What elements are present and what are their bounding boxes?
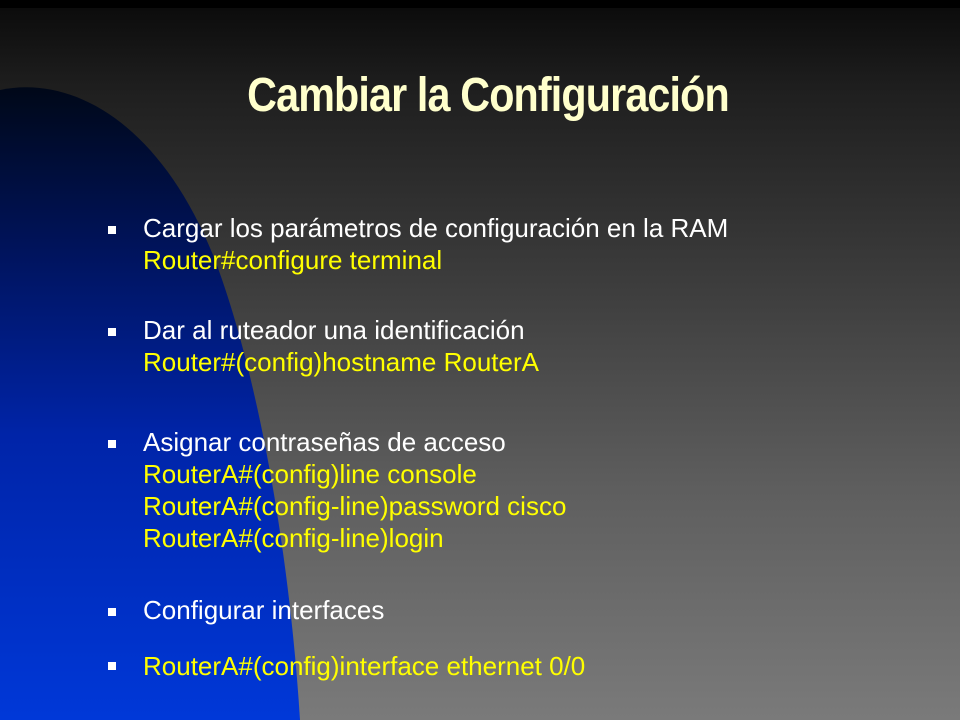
bullet-text: Cargar los parámetros de configuración en la RAM <box>143 213 729 243</box>
bullet-list <box>108 212 928 682</box>
square-bullet-icon <box>108 662 116 670</box>
square-bullet-icon <box>108 608 116 616</box>
square-bullet-icon <box>108 440 116 448</box>
command-line: RouterA#(config-line)login <box>143 523 444 553</box>
slide-title: Cambiar la Configuración <box>247 69 729 122</box>
bullet-interface-command <box>108 650 928 682</box>
command-line: Router#configure terminal <box>143 245 443 275</box>
command-line: RouterA#(config)line console <box>143 459 477 489</box>
bullet-load-config <box>108 212 928 276</box>
bullet-text: Configurar interfaces <box>143 595 385 625</box>
command-line: RouterA#(config)interface ethernet 0/0 <box>143 651 586 681</box>
bullet-text: Asignar contraseñas de acceso <box>143 427 506 457</box>
square-bullet-icon <box>108 328 116 336</box>
bullet-text: Dar al ruteador una identificación <box>143 315 525 345</box>
bullet-passwords <box>108 426 928 554</box>
square-bullet-icon <box>108 226 116 234</box>
bullet-hostname <box>108 314 928 378</box>
command-line: RouterA#(config-line)password cisco <box>143 491 567 521</box>
bullet-interfaces <box>108 594 928 626</box>
command-line: Router#(config)hostname RouterA <box>143 347 539 377</box>
